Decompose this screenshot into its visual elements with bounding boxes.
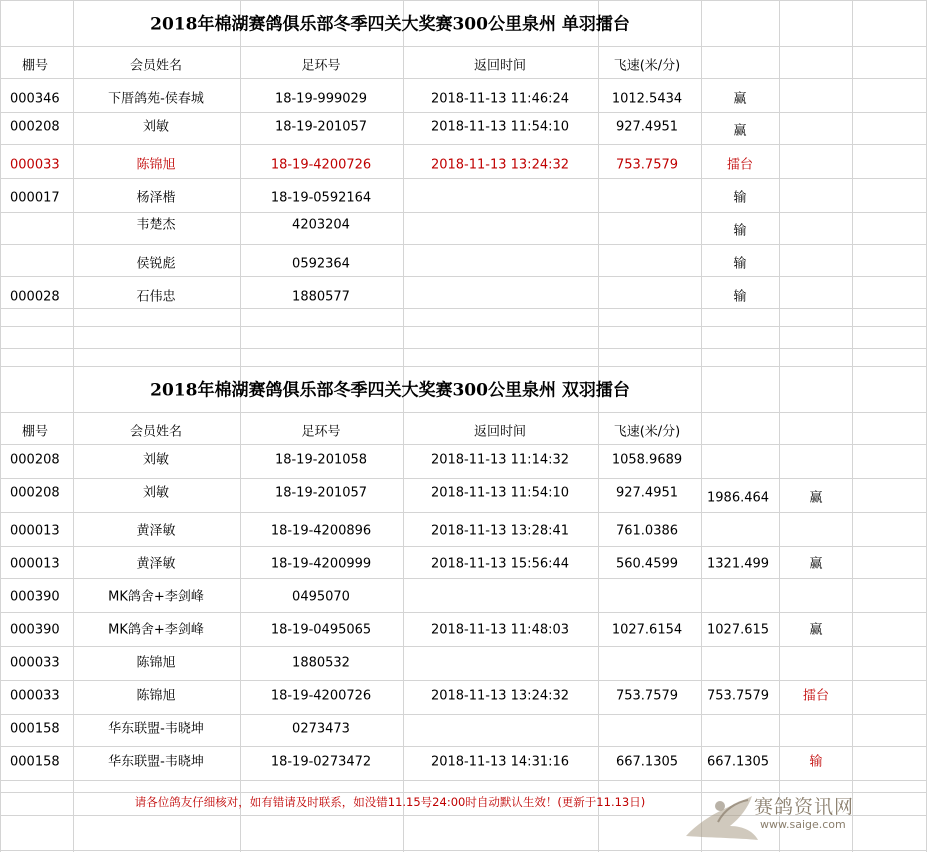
grid-row-line	[0, 78, 927, 79]
header-speed: 飞速(米/分)	[613, 424, 681, 440]
single-row-name: 杨泽楷	[136, 190, 176, 206]
double-row-loft: 000158	[10, 754, 60, 770]
grid-row-line	[0, 850, 927, 851]
double-row-loft: 000390	[10, 622, 60, 638]
grid-column-line	[240, 0, 241, 852]
grid-row-line	[0, 780, 927, 781]
grid-row-line	[0, 326, 927, 327]
double-row-ring: 18-19-4200726	[270, 688, 372, 704]
pair-result: 输	[809, 754, 823, 770]
double-row-name: MK鸽舍+李剑峰	[108, 589, 204, 605]
double-row-speed: 667.1305	[615, 754, 679, 770]
double-row-time: 2018-11-13 13:24:32	[430, 688, 570, 704]
grid-row-line	[0, 112, 927, 113]
header-name: 会员姓名	[129, 58, 183, 74]
grid-row-line	[0, 308, 927, 309]
single-row-result: 赢	[733, 123, 747, 139]
single-row-loft: 000028	[10, 289, 60, 305]
single-row-ring: 18-19-999029	[274, 91, 368, 107]
pair-total-speed: 1986.464	[707, 490, 770, 506]
double-row-name: 黄泽敏	[136, 523, 176, 539]
pair-result: 赢	[809, 556, 823, 572]
single-row-ring: 1880577	[292, 289, 350, 305]
double-row-loft: 000013	[10, 523, 60, 539]
single-row-ring: 18-19-201057	[274, 119, 368, 135]
double-row-name: 陈锦旭	[136, 688, 176, 704]
single-row-ring: 18-19-4200726	[270, 157, 372, 173]
grid-column-line	[403, 0, 404, 852]
double-row-speed: 1058.9689	[611, 452, 683, 468]
double-row-loft: 000208	[10, 485, 60, 501]
footer-note: 请各位鸽友仔细核对，如有错请及时联系，如没错11.15号24:00时自动默认生效！(更新于11.13日)	[134, 795, 646, 809]
double-row-name: 华东联盟-韦晓坤	[108, 721, 204, 737]
grid-column-line	[0, 0, 1, 852]
grid-column-line	[779, 0, 780, 852]
grid-row-line	[0, 46, 927, 47]
header-loft: 棚号	[22, 424, 49, 440]
grid-row-line	[0, 444, 927, 445]
double-row-ring: 18-19-4200999	[270, 556, 372, 572]
grid-row-line	[0, 714, 927, 715]
double-row-time: 2018-11-13 13:28:41	[430, 523, 570, 539]
double-row-speed: 1027.6154	[611, 622, 683, 638]
double-row-loft: 000033	[10, 688, 60, 704]
pair-total-speed: 1027.615	[707, 622, 770, 638]
grid-column-line	[852, 0, 853, 852]
single-row-loft: 000346	[10, 91, 60, 107]
header-ring: 足环号	[301, 424, 341, 440]
single-row-time: 2018-11-13 11:54:10	[430, 119, 570, 135]
grid-row-line	[0, 366, 927, 367]
single-row-name: 陈锦旭	[136, 157, 176, 173]
pair-total-speed: 753.7579	[707, 688, 770, 704]
header-ring: 足环号	[301, 58, 341, 74]
single-row-name: 韦楚杰	[136, 217, 176, 233]
double-row-speed: 927.4951	[615, 485, 679, 501]
double-row-ring: 1880532	[292, 655, 350, 671]
grid-row-line	[0, 746, 927, 747]
grid-row-line	[0, 348, 927, 349]
double-row-ring: 0273473	[292, 721, 350, 737]
double-row-name: 黄泽敏	[136, 556, 176, 572]
grid-row-line	[0, 680, 927, 681]
single-row-result: 输	[733, 256, 747, 272]
single-row-name: 石伟忠	[136, 289, 176, 305]
double-row-ring: 18-19-0273472	[270, 754, 372, 770]
single-row-name: 下厝鸽苑-侯春城	[108, 91, 204, 107]
header-name: 会员姓名	[129, 424, 183, 440]
single-feather-title: 2018年棉湖赛鸽俱乐部冬季四关大奖赛300公里泉州 单羽擂台	[150, 14, 630, 35]
double-row-time: 2018-11-13 11:54:10	[430, 485, 570, 501]
double-row-loft: 000033	[10, 655, 60, 671]
double-row-ring: 18-19-4200896	[270, 523, 372, 539]
double-row-ring: 18-19-201058	[274, 452, 368, 468]
grid-row-line	[0, 512, 927, 513]
single-row-time: 2018-11-13 13:24:32	[430, 157, 570, 173]
double-row-loft: 000390	[10, 589, 60, 605]
grid-column-line	[598, 0, 599, 852]
single-row-speed: 753.7579	[615, 157, 679, 173]
double-row-name: 陈锦旭	[136, 655, 176, 671]
grid-row-line	[0, 612, 927, 613]
double-row-time: 2018-11-13 14:31:16	[430, 754, 570, 770]
single-row-ring: 4203204	[292, 217, 350, 233]
double-row-name: 刘敏	[142, 485, 170, 501]
pair-result: 擂台	[802, 688, 830, 704]
single-row-speed: 927.4951	[615, 119, 679, 135]
header-time: 返回时间	[473, 58, 527, 74]
grid-row-line	[0, 646, 927, 647]
grid-row-line	[0, 178, 927, 179]
single-row-ring: 18-19-0592164	[270, 190, 372, 206]
grid-row-line	[0, 412, 927, 413]
double-row-loft: 000013	[10, 556, 60, 572]
grid-row-line	[0, 546, 927, 547]
header-loft: 棚号	[22, 58, 49, 74]
grid-row-line	[0, 144, 927, 145]
grid-row-line	[0, 0, 927, 1]
pair-result: 赢	[809, 622, 823, 638]
header-speed: 飞速(米/分)	[613, 58, 681, 74]
header-time: 返回时间	[473, 424, 527, 440]
double-row-time: 2018-11-13 15:56:44	[430, 556, 570, 572]
double-row-speed: 761.0386	[615, 523, 679, 539]
double-row-loft: 000208	[10, 452, 60, 468]
watermark-brand: 赛鸽资讯网	[754, 796, 855, 818]
grid-row-line	[0, 212, 927, 213]
double-feather-title: 2018年棉湖赛鸽俱乐部冬季四关大奖赛300公里泉州 双羽擂台	[150, 380, 630, 401]
single-row-name: 刘敏	[142, 119, 170, 135]
grid-row-line	[0, 244, 927, 245]
watermark-url: www.saige.com	[760, 818, 846, 831]
grid-column-line	[701, 0, 702, 852]
double-row-time: 2018-11-13 11:48:03	[430, 622, 570, 638]
double-row-ring: 18-19-201057	[274, 485, 368, 501]
pair-result: 赢	[809, 490, 823, 506]
pair-total-speed: 1321.499	[707, 556, 770, 572]
single-row-ring: 0592364	[292, 256, 350, 272]
grid-row-line	[0, 478, 927, 479]
grid-row-line	[0, 578, 927, 579]
single-row-time: 2018-11-13 11:46:24	[430, 91, 570, 107]
single-row-result: 输	[733, 190, 747, 206]
double-row-name: MK鸽舍+李剑峰	[108, 622, 204, 638]
single-row-result: 擂台	[726, 157, 754, 173]
single-row-result: 输	[733, 289, 747, 305]
single-row-loft: 000208	[10, 119, 60, 135]
grid-column-line	[73, 0, 74, 852]
single-row-result: 赢	[733, 91, 747, 107]
pair-total-speed: 667.1305	[707, 754, 770, 770]
single-row-loft: 000017	[10, 190, 60, 206]
single-row-name: 侯锐彪	[136, 256, 176, 272]
single-row-speed: 1012.5434	[611, 91, 683, 107]
double-row-ring: 0495070	[292, 589, 350, 605]
double-row-time: 2018-11-13 11:14:32	[430, 452, 570, 468]
double-row-speed: 560.4599	[615, 556, 679, 572]
grid-row-line	[0, 276, 927, 277]
double-row-speed: 753.7579	[615, 688, 679, 704]
double-row-ring: 18-19-0495065	[270, 622, 372, 638]
double-row-name: 刘敏	[142, 452, 170, 468]
single-row-result: 输	[733, 223, 747, 239]
double-row-loft: 000158	[10, 721, 60, 737]
single-row-loft: 000033	[10, 157, 60, 173]
double-row-name: 华东联盟-韦晓坤	[108, 754, 204, 770]
